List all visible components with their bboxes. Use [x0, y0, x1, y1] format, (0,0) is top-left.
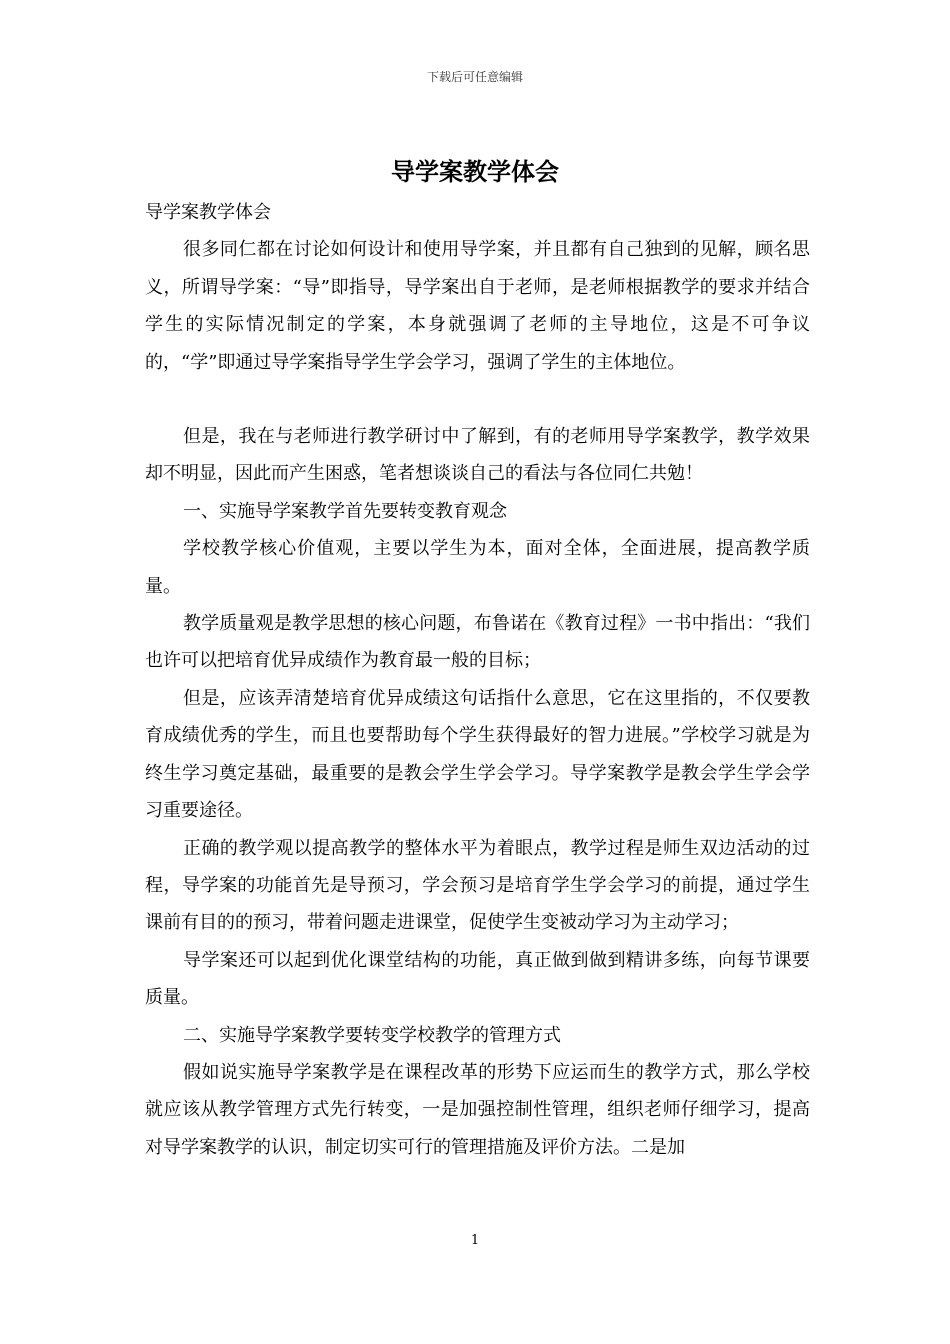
paragraph-excellence: 但是，应该弄清楚培育优异成绩这句话指什么意思，它在这里指的，不仅要教育成绩优秀的学生，而且也要帮助每个学生获得最好的智力进展。”学校学习就是为终生学习奠定基础，最重要的是教会学生学会学习。导学案教学是教会学生学会学习重要途径。 [145, 687, 810, 822]
document-subtitle: 导学案教学体会 [145, 202, 271, 223]
paragraph-teaching-view: 正确的教学观以提高教学的整体水平为着眼点，教学过程是师生双边活动的过程，导学案的功能首先是导预习，学会预习是培育学生学会学习的前提，通过学生课前有目的的预习，带着问题走进课堂，促使学生变被动学习为主动学习； [145, 837, 810, 934]
paragraph-quality-view: 教学质量观是教学思想的核心问题，布鲁诺在《教育过程》一书中指出：“我们也许可以把培育优异成绩作为教育最一般的目标； [145, 613, 810, 672]
paragraph-intro: 很多同仁都在讨论如何设计和使用导学案，并且都有自己独到的见解，顾名思义，所谓导学案：“导”即指导，导学案出自于老师，是老师根据教学的要求并结合学生的实际情况制定的学案，本身就强调了老师的主导地位，这是不可争议的，“学”即通过导学案指导学生学会学习，强调了学生的主体地位。 [145, 239, 810, 373]
paragraph-core-values: 学校教学核心价值观，主要以学生为本，面对全体，全面进展，提高教学质量。 [145, 538, 810, 597]
page-number: 1 [470, 1233, 480, 1248]
page-header: 下载后可任意编辑 [426, 70, 523, 84]
document-body [145, 194, 810, 1166]
document-title: 导学案教学体会 [391, 158, 559, 186]
section-heading-2: 二、实施导学案教学要转变学校教学的管理方式 [183, 1024, 561, 1046]
section-heading-1: 一、实施导学案教学首先要转变教育观念 [183, 500, 507, 522]
paragraph-management: 假如说实施导学案教学是在课程改革的形势下应运而生的教学方式，那么学校就应该从教学管理方式先行转变，一是加强控制性管理，组织老师仔细学习，提高对导学案教学的认识，制定切实可行的管理措施及评价方法。二是加 [145, 1061, 810, 1158]
paragraph-classroom-structure: 导学案还可以起到优化课堂结构的功能，真正做到做到精讲多练，向每节课要质量。 [145, 949, 810, 1009]
paragraph-concern: 但是，我在与老师进行教学研讨中了解到，有的老师用导学案教学，教学效果却不明显，因此而产生困惑，笔者想谈谈自己的看法与各位同仁共勉！ [145, 426, 810, 485]
